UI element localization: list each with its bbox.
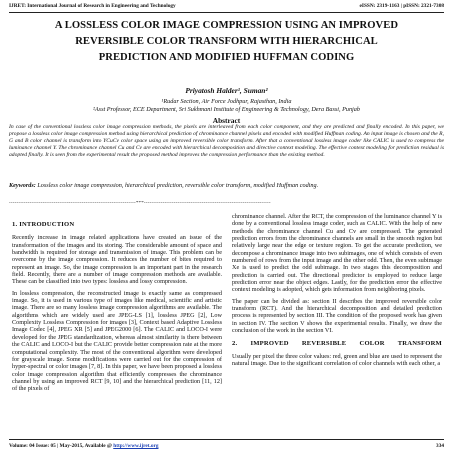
left-column [12, 213, 222, 397]
footer-volume: Volume: 04 Issue: 05 | May-2015, Available @ http://www.ijret.org [9, 443, 159, 449]
running-header [9, 3, 444, 9]
page-number: 334 [436, 443, 444, 449]
running-footer [9, 443, 444, 449]
journal-link[interactable]: http://www.ijret.org [113, 443, 159, 449]
section-heading-introduction: 1. INTRODUCTION [12, 221, 75, 228]
keywords-text: Lossless color image compression, hierarchical prediction, reversible color transform, modified Huffman coding. [35, 182, 319, 189]
affiliation-1: ¹Rudar Section, Air Force Jodhpur, Rajasthan, India [161, 98, 292, 105]
header-rule [9, 12, 444, 13]
title-line: PREDICTION AND MODIFIED HUFFMAN CODING [98, 52, 355, 63]
journal-name: IJRET: International Journal of Research in Engineering and Technology [9, 3, 176, 9]
paper-title [12, 18, 441, 66]
section-divider: --------------------------------------------------------------------***-------------------------------------------------------------------- [9, 201, 271, 206]
body-paragraph: The paper can be divided as: section II describes the improved reversible color transform (RCT). And the hierarchical decomposition and detailed prediction process is represented by section III. The condition of the proposed work has given in section IV. The section V shows the experimental results. Finally, we draw the conclusion of the work in the section VI. [232, 297, 442, 335]
abstract-heading: Abstract [212, 116, 241, 125]
right-column [232, 213, 442, 371]
title-line: REVERSIBLE COLOR TRANSFORM WITH HIERARCHICAL [75, 36, 378, 47]
author-list: Priyatosh Halder¹, Suman² [185, 86, 268, 95]
affiliation-2: ²Asst Professor, ECE Department, Sri Sukhmani Institute of Engineering & Technology, Dera Bassi, Punjab [93, 106, 360, 113]
issn-number: eISSN: 2319-1163 | pISSN: 2321-7308 [359, 3, 444, 9]
keywords-label: Keywords: [9, 182, 36, 189]
body-paragraph: chrominance channel. After the RCT, the compression of the luminance channel Y is done by a conventional lossless image coder, such as CALIC. With the help of new methods the chrominance channel Cu and Cv are compressed. The generated prediction errors from the chrominance channels are small in the smooth region but relatively large near the edge or texture region. To get the accurate prediction, we decompose a chrominance image into two subimages, one of which consists of even numbered of rows from the input image and the other odd. Then, the even subimage Xe is used to predict the odd subimage. In two stages this decomposition and prediction is carried out. The directional predictor is employed to reduce large prediction error near the object edges. Lastly, for the prediction error the effective context modeling is adopted, which gets information from neighboring pixels. [232, 213, 442, 294]
title-line: A LOSSLESS COLOR IMAGE COMPRESSION USING AN IMPROVED [54, 20, 399, 31]
body-paragraph: Usually per pixel the three color values: red, green and blue are used to represent the natural image. Due to the significant correlation of color channels with each other, a [232, 352, 442, 367]
body-paragraph: Recently increase in image related applications have created an issue of the transformation of the images and its storing. The considerable amount of space and bandwidth is required for storage and transmission of image. This problem can be overcome by the image compression. It reduces the number of bites required to represent an image. So, the image compression is an important part in the research field. Recently, there are a number of image compression methods are available. These can be classified into two types: lossless and lossy compression. [12, 234, 222, 286]
body-paragraph: In lossless compression, the reconstructed image is exactly same as compressed image. So, it is used in various type of images like medical, scientific and artistic image. There are so many lossless image compression algorithms are available. The algorithms which are widely used are JPEG-LS [1], lossless JPEG [2], Low Complexity Lossless Compression for images [3], Context based Adaptive Lossless Image Codec [4], JPEG XR [5] and JPEG2000 [6]. The CALIC and LOCO-I were developed for the JPEG standardization, whereas almost similarity is there between the CALIC and LOCO-I but the CALIC provide better compression rate at the more computational complexity. The most of the conventional algorithm were developed for grayscale image. Some modifications were carried out for the compression of hyper-spectral or color images [7, 8]. In this paper, we have been proposed a lossless color image compression algorithm that efficiently compresses the chrominance channel by using an improved RCT [9, 10] and the hierarchical prediction [11, 12] of the pixels of [12, 289, 222, 393]
section-heading-rct: 2. IMPROVED REVERSIBLE COLOR TRANSFORM [232, 339, 442, 347]
abstract-text: In case of the conventional lossless color image compression methods, the pixels are interleaved from each color component, and they are predicted and finally encoded. In this paper, we propose a lossless color image compression method using hierarchical prediction of chrominance channel pixels and encoded with modified Huffman coding. An input image is chosen and the R, G and B color channel is transform into YCuCv color space using an improved reversible color transform. After that a conventional lossless image coder like CALIC is used to compress the luminance channel Y. The chrominance channel Cu and Cv are encoded with hierarchical decomposition and directive context modeling. The effective context modeling for prediction residual is adopted finally. It is seen from the experimental result the proposed method improves the compression performance than the existing method. [9, 124, 444, 158]
footer-rule [9, 439, 444, 440]
keywords [9, 182, 444, 191]
